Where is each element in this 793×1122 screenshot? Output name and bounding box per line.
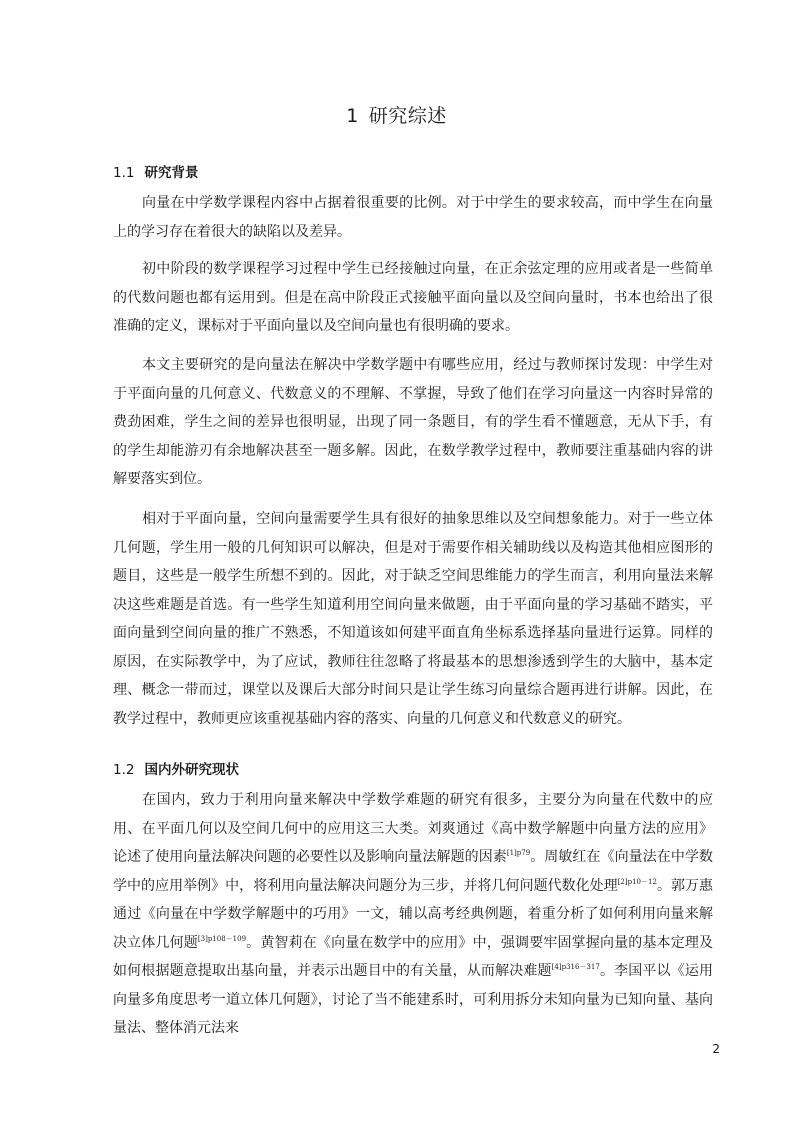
page-number: 2 bbox=[712, 1042, 720, 1056]
paragraph: 向量在中学数学课程内容中占据着很重要的比例。对于中学生的要求较高，而中学生在向量上的学习存在着很大的缺陷以及差异。 bbox=[113, 195, 713, 240]
paragraph: 初中阶段的数学课程学习过程中学生已经接触过向量，在正余弦定理的应用或者是一些简单的代数问题也都有运用到。但是在高中阶段正式接触平面向量以及空间向量时，书本也给出了很准确的定义，课标对于平面向量以及空间向量也有很明确的要求。 bbox=[113, 261, 713, 334]
section-title: 国内外研究现状 bbox=[144, 762, 239, 778]
section-heading-research-status bbox=[113, 758, 239, 778]
chapter-title bbox=[0, 101, 793, 128]
section-heading-background bbox=[113, 161, 198, 181]
paragraph: 相对于平面向量，空间向量需要学生具有很好的抽象思维以及空间想象能力。对于一些立体几何题，学生用一般的几何知识可以解决，但是对于需要作相关辅助线以及构造其他相应图形的题目，这些是一般学生所想不到的。因此，对于缺乏空间思维能力的学生而言，利用向量法来解决这些难题是首选。有一些学生知道利用空间向量来做题，由于平面向量的学习基础不踏实，平面向量到空间向量的推广不熟悉，不知道该如何建平面直角坐标系选择基向量进行运算。同样的原因，在实际教学中，为了应试，教师往往忽略了将最基本的思想渗透到学生的大脑中，基本定理、概念一带而过，课堂以及课后大部分时间只是让学生练习向量综合题再进行讲解。因此，在教学过程中，教师更应该重视基础内容的落实、向量的几何意义和代数意义的研究。 bbox=[113, 511, 713, 727]
paragraph-text: 在国内，致力于利用向量来解决中学数学难题的研究有很多，主要分为向量在代数中的应用、在平面几何以及空间几何中的应用这三大类。刘爽通过《高中数学解题中向量方法的应用》论述了使用向量法解决问题的必要性以及影响向量法解题的因素 bbox=[113, 792, 713, 865]
paragraph-text: 。郭万惠通过《向量在中学数学解题中的巧用》一文，辅以高考经典例题，着重分析了如何利用向量来解决立体几何题 bbox=[113, 877, 713, 951]
chapter-title-text: 研究综述 bbox=[368, 105, 447, 127]
section-number: 1.2 bbox=[113, 762, 135, 778]
citation-ref: [3]p108－109 bbox=[197, 934, 247, 943]
paragraph-text: 。李国平以《运用向量多角度思考一道立体几何题》，讨论了当不能建系时，可利用拆分未知向量为已知向量、基向量法、整体消元法来 bbox=[113, 963, 714, 1036]
paragraph bbox=[113, 786, 713, 1043]
chapter-number: 1 bbox=[346, 105, 359, 127]
paragraph: 本文主要研究的是向量法在解决中学数学题中有哪些应用，经过与教师探讨发现：中学生对于平面向量的几何意义、代数意义的不理解、不掌握，导致了他们在学习向量这一内容时异常的费劲困难，学生之间的差异也很明显，出现了同一条题目，有的学生看不懂题意，无从下手，有的学生却能游刃有余地解决甚至一题多解。因此，在数学教学过程中，教师要注重基础内容的讲解要落实到位。 bbox=[113, 357, 713, 487]
citation-ref: [2]p10－12 bbox=[617, 877, 657, 886]
citation-ref: [1]p79 bbox=[506, 849, 531, 857]
paragraph-text: 。黄智莉在《向量在数学中的应用》中，强调要牢固掌握向量的基本定理及如何根据题意提取出基向量，并表示出题目中的有关量，从而解决难题 bbox=[113, 934, 714, 979]
section-number: 1.1 bbox=[113, 165, 135, 181]
section-title: 研究背景 bbox=[144, 165, 199, 181]
citation-ref: [4]p316－317 bbox=[551, 963, 600, 971]
paragraph-text: 。周敏红在《向量法在中学数学中的应用举例》中，将利用向量法解决问题分为三步，并将几何问题代数化处理 bbox=[113, 849, 714, 894]
